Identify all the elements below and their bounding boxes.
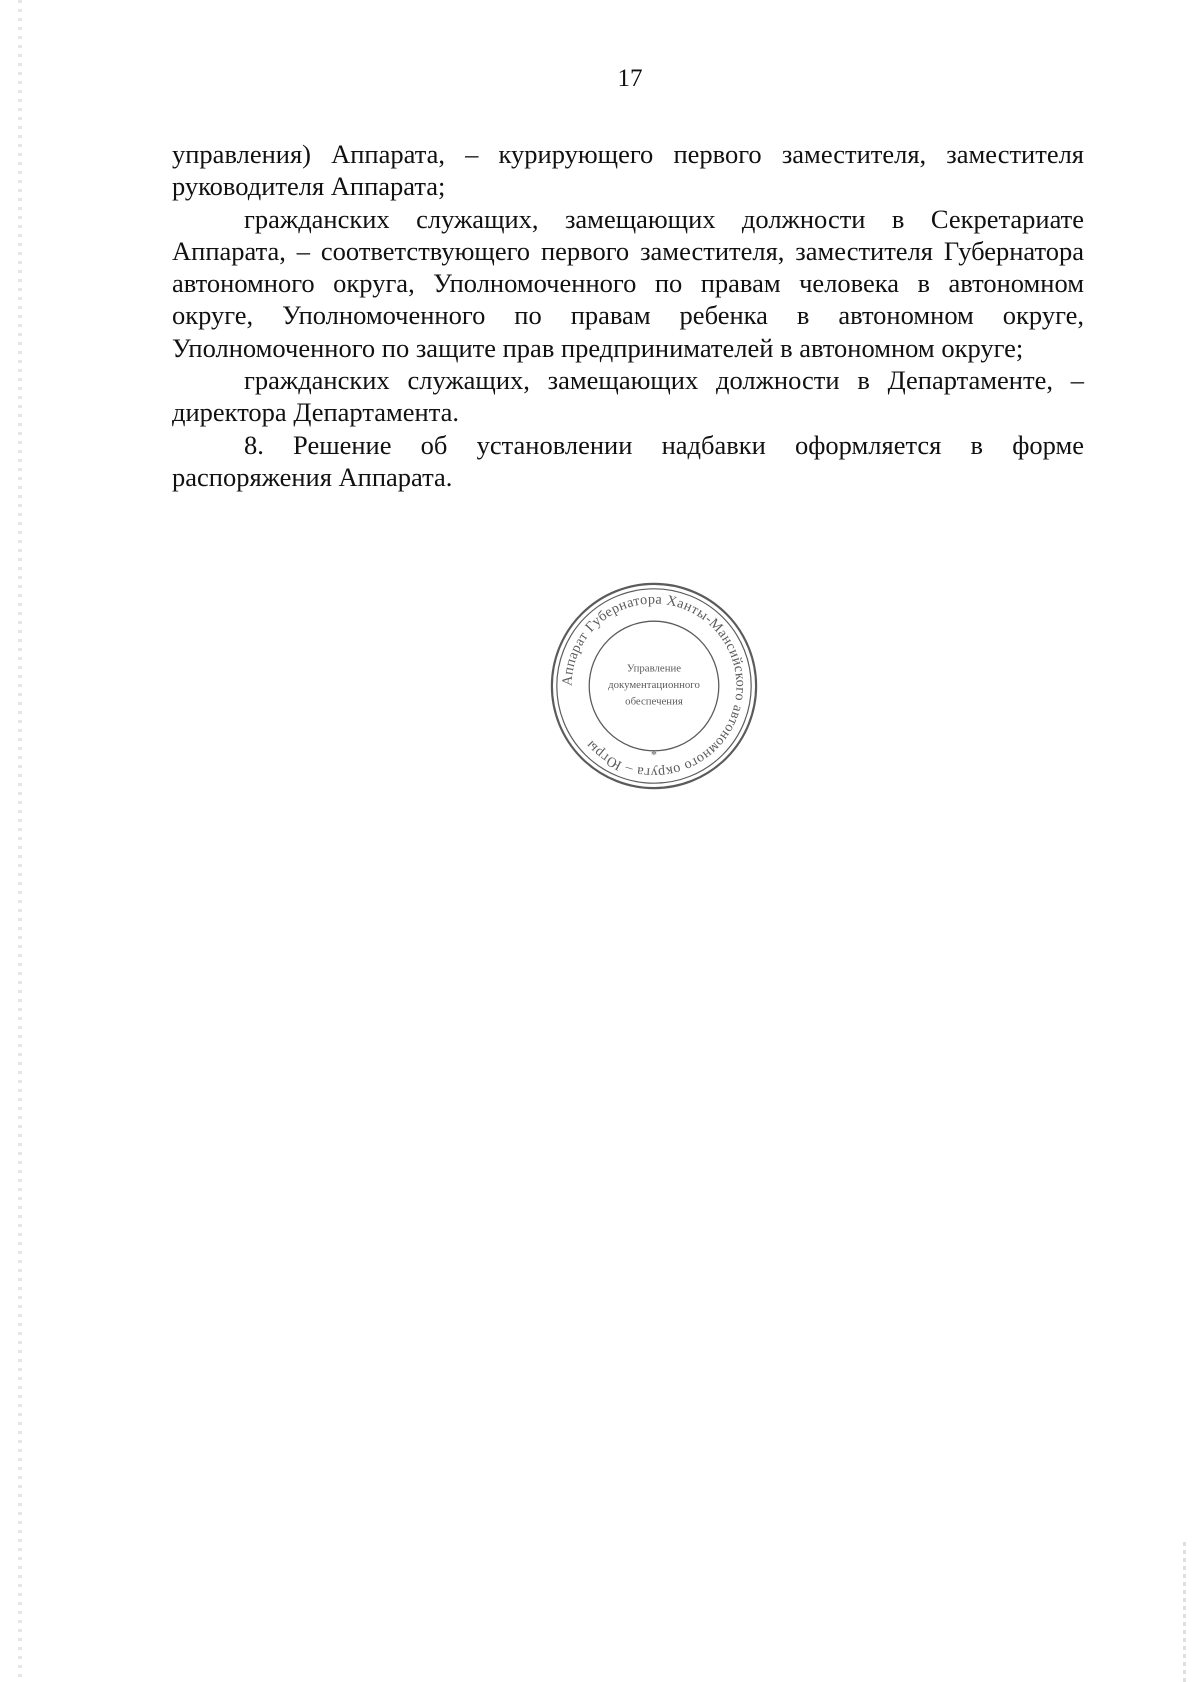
paragraph-continuation: управления) Аппарата, – курирующего первого заместителя, заместителя руководителя Аппарата; xyxy=(172,139,1084,202)
scan-edge-right xyxy=(1183,1542,1186,1682)
document-body xyxy=(172,138,1084,493)
seal-outer-text-path: Аппарат Губернатора Ханты-Мансийского автономного округа – Югры xyxy=(559,591,749,781)
seal-inner-line-3: обеспечения xyxy=(625,695,683,708)
paragraph-item-8: 8. Решение об установлении надбавки оформляется в форме распоряжения Аппарата. xyxy=(172,429,1084,492)
scan-edge-left xyxy=(18,0,22,1682)
seal-star: * xyxy=(651,748,657,762)
paragraph-secretariat: гражданских служащих, замещающих должности в Секретариате Аппарата, – соответствующего первого заместителя, заместителя Губернатора автономного округа, Уполномоченного по правам человека в автономном округе, Уполномоченного по правам ребенка в автономном округе, Уполномоченного по защите прав предпринимателей в автономном округе; xyxy=(172,203,1084,363)
seal-inner-line-2: документационного xyxy=(608,678,700,691)
official-seal-stamp xyxy=(546,578,762,794)
seal-inner-line-1: Управление xyxy=(626,662,682,675)
paragraph-department: гражданских служащих, замещающих должности в Департаменте, – директора Департамента. xyxy=(172,365,1084,428)
page-number: 17 xyxy=(617,65,643,92)
